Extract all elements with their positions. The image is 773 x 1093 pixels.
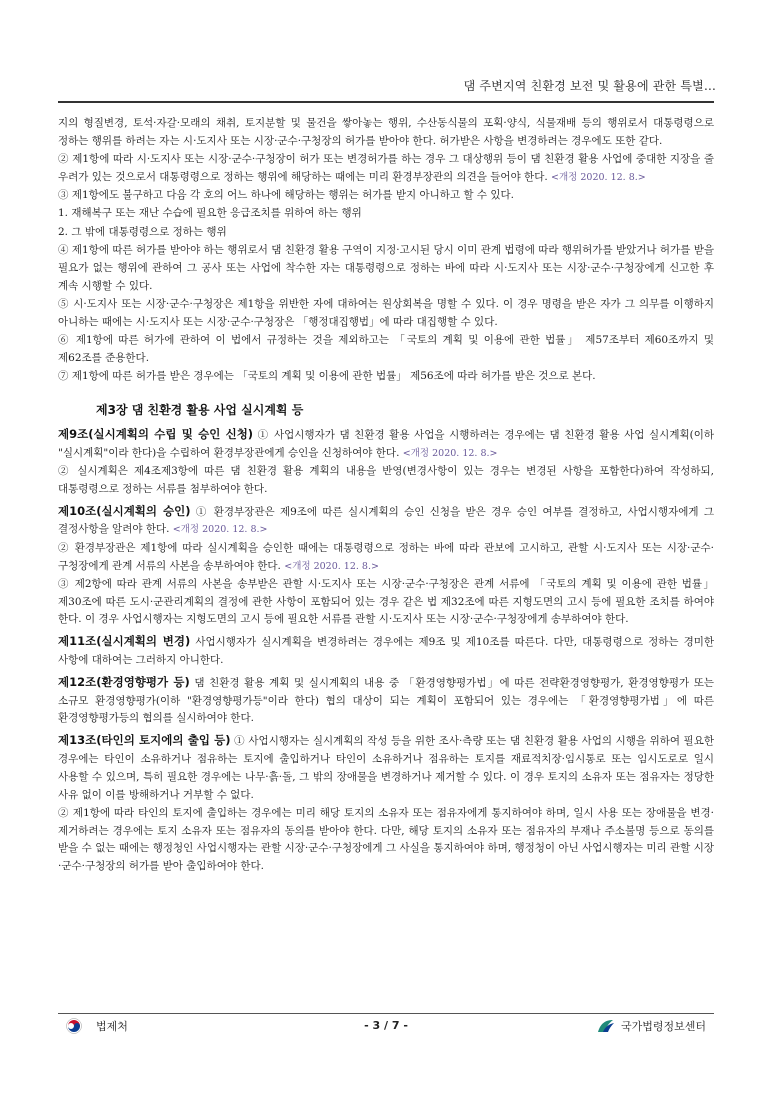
article-12	[58, 674, 714, 728]
paragraph: ④ 제1항에 따른 허가를 받아야 하는 행위로서 댐 친환경 활용 구역이 지정·고시된 당시 이미 관계 법령에 따라 행위허가를 받았거나 허가를 받을 필요가 없는 행위에 관하여 그 공사 또는 사업에 착수한 자는 대통령령으로 정하는 바에 따라 시·도지사 또는 시장·군수·구청장에게 신고한 후 계속 시행할 수 있다.	[58, 244, 714, 292]
footer-rule	[58, 1013, 714, 1014]
article-9	[58, 426, 714, 499]
page-footer	[58, 1016, 714, 1038]
article-11	[58, 633, 714, 670]
article-heading: 제11조(실시계획의 변경)	[58, 634, 191, 649]
law-center-logo-icon	[597, 1018, 615, 1034]
amendment-note: <개정 2020. 12. 8.>	[172, 524, 268, 536]
article-heading: 제9조(실시계획의 수립 및 승인 신청)	[58, 426, 254, 441]
article-heading: 제12조(환경영향평가 등)	[58, 674, 190, 689]
article-13	[58, 732, 714, 876]
footer-right	[597, 1018, 706, 1034]
paragraph: ② 제1항에 따라 타인의 토지에 출입하는 경우에는 미리 해당 토지의 소유자 또는 점유자에게 통지하여야 하며, 일시 사용 또는 장애물을 변경·제거하려는 경우에는 토지 소유자 또는 점유자의 동의를 받아야 한다. 다만, 해당 토지의 소유자 또는 점유자의 부재나 주소불명 등으로 동의를 받을 수 없는 때에는 행정청인 사업시행자는 관할 시장·군수·구청장에게 그 사실을 통지하여야 하며, 행정청이 아닌 사업시행자는 미리 관할 시장·군수·구청장의 허가를 받아 출입하여야 한다.	[58, 806, 714, 873]
footer-publisher: 법제처	[96, 1020, 128, 1033]
page-number: - 3 / 7 -	[364, 1019, 408, 1032]
paragraph: ② 제1항에 따라 시·도지사 또는 시장·군수·구청장이 허가 또는 변경허가를 하는 경우 그 대상행위 등이 댐 친환경 활용 사업에 중대한 지장을 줄 우려가 있는 것으로서 대통령령으로 정하는 행위에 해당하는 때에는 미리 환경부장관의 의견을 들어야 한다. <개정 2020. 12. 8.>	[58, 153, 714, 183]
header-rule	[58, 101, 714, 103]
amendment-note: <개정 2020. 12. 8.>	[551, 171, 646, 183]
paragraph: 제12조(환경영향평가 등) 댐 친환경 활용 계획 및 실시계획의 내용 중 「환경영향평가법」에 따른 전략환경영향평가, 환경영향평가 또는 소규모 환경영향평가(이하 "환경영향평가등"이라 한다) 협의 대상이 되는 계획이 포함되어 있는 경우에는 「환경영향평가법」에 따른 환경영향평가등의 협의를 실시하여야 한다.	[58, 674, 714, 725]
running-header: 댐 주변지역 친환경 보전 및 활용에 관한 특별...	[463, 79, 716, 93]
paragraph: 제9조(실시계획의 수립 및 승인 신청) ① 사업시행자가 댐 친환경 활용 사업을 시행하려는 경우에는 댐 친환경 활용 사업 실시계획(이하 "실시계획"이라 한다)을 수립하여 환경부장관에게 승인을 신청하여야 한다. <개정 2020. 12. 8.>	[58, 426, 714, 459]
paragraph: ③ 제2항에 따라 관계 서류의 사본을 송부받은 관할 시·도지사 또는 시장·군수·구청장은 관계 서류에 「국토의 계획 및 이용에 관한 법률」 제30조에 따른 도시·군관리계획의 결정에 관한 사항이 포함되어 있는 경우 같은 법 제32조에 따른 지형도면의 고시 등에 필요한 조치를 하여야 한다. 이 경우 사업시행자는 지형도면의 고시 등에 필요한 서류를 관할 시·도지사 또는 시장·군수·구청장에게 송부하여야 한다.	[58, 577, 714, 626]
list-item: 2. 그 밖에 대통령령으로 정하는 행위	[58, 225, 227, 238]
article-heading: 제10조(실시계획의 승인)	[58, 503, 191, 518]
paragraph: ② 환경부장관은 제1항에 따라 실시계획을 승인한 때에는 대통령령으로 정하는 바에 따라 관보에 고시하고, 관할 시·도지사 또는 시장·군수·구청장에게 관계 서류의 사본을 송부하여야 한다. <개정 2020. 12. 8.>	[58, 541, 714, 572]
document-body	[58, 115, 714, 876]
pre-section	[58, 115, 714, 386]
list-item: 1. 재해복구 또는 재난 수습에 필요한 응급조치를 위하여 하는 행위	[58, 207, 362, 220]
chapter-title: 제3장 댐 친환경 활용 사업 실시계획 등	[96, 402, 304, 417]
footer-source: 국가법령정보센터	[620, 1020, 706, 1033]
paragraph: ⑥ 제1항에 따른 허가에 관하여 이 법에서 규정하는 것을 제외하고는 「국토의 계획 및 이용에 관한 법률」 제57조부터 제60조까지 및 제62조를 준용한다.	[58, 334, 714, 364]
paragraph: ⑦ 제1항에 따른 허가를 받은 경우에는 「국토의 계획 및 이용에 관한 법률」 제56조에 따라 허가를 받은 것으로 본다.	[58, 370, 596, 383]
paragraph: 제13조(타인의 토지에의 출입 등) ① 사업시행자는 실시계획의 작성 등을 위한 조사·측량 또는 댐 친환경 활용 사업의 시행을 위하여 필요한 경우에는 타인이 소유하거나 점유하는 토지에 출입하거나 타인이 소유하거나 점유하는 토지를 재료적치장·임시통로 또는 임시도로로 일시 사용할 수 있으며, 특히 필요한 경우에는 나무·흙·돌, 그 밖의 장애물을 변경하거나 제거할 수 있다. 이 경우 토지의 소유자 또는 점유자는 정당한 사유 없이 이를 방해하거나 거부할 수 없다.	[58, 733, 714, 801]
amendment-note: <개정 2020. 12. 8.>	[284, 560, 379, 572]
paragraph: ③ 제1항에도 불구하고 다음 각 호의 어느 하나에 해당하는 행위는 허가를 받지 아니하고 할 수 있다.	[58, 189, 515, 202]
paragraph: ② 실시계획은 제4조제3항에 따른 댐 친환경 활용 계획의 내용을 반영(변경사항이 있는 경우는 변경된 사항을 포함한다)하여 작성하되, 대통령령으로 정하는 서류를 첨부하여야 한다.	[58, 465, 714, 495]
amendment-note: <개정 2020. 12. 8.>	[402, 447, 498, 459]
article-10	[58, 503, 714, 630]
paragraph: ⑤ 시·도지사 또는 시장·군수·구청장은 제1항을 위반한 자에 대하여는 원상회복을 명할 수 있다. 이 경우 명령을 받은 자가 그 의무를 이행하지 아니하는 때에는 시·도지사 또는 시장·군수·구청장은 「행정대집행법」에 따라 대집행할 수 있다.	[58, 297, 714, 328]
paragraph: 지의 형질변경, 토석·자갈·모래의 채취, 토지분할 및 물건을 쌓아놓는 행위, 수산동식물의 포획·양식, 식물재배 등의 행위로서 대통령령으로 정하는 행위를 하려는 자는 시·도지사 또는 시장·군수·구청장의 허가를 받아야 한다. 허가받은 사항을 변경하려는 경우에도 또한 같다.	[58, 117, 714, 147]
paragraph: 제10조(실시계획의 승인) ① 환경부장관은 제9조에 따른 실시계획의 승인 신청을 받은 경우 승인 여부를 결정하고, 사업시행자에게 그 결정사항을 알려야 한다. <개정 2020. 12. 8.>	[58, 503, 714, 536]
paragraph: 제11조(실시계획의 변경) 사업시행자가 실시계획을 변경하려는 경우에는 제9조 및 제10조를 따른다. 다만, 대통령령으로 정하는 경미한 사항에 대하여는 그러하지 아니한다.	[58, 634, 715, 667]
article-heading: 제13조(타인의 토지에의 출입 등)	[58, 733, 231, 748]
